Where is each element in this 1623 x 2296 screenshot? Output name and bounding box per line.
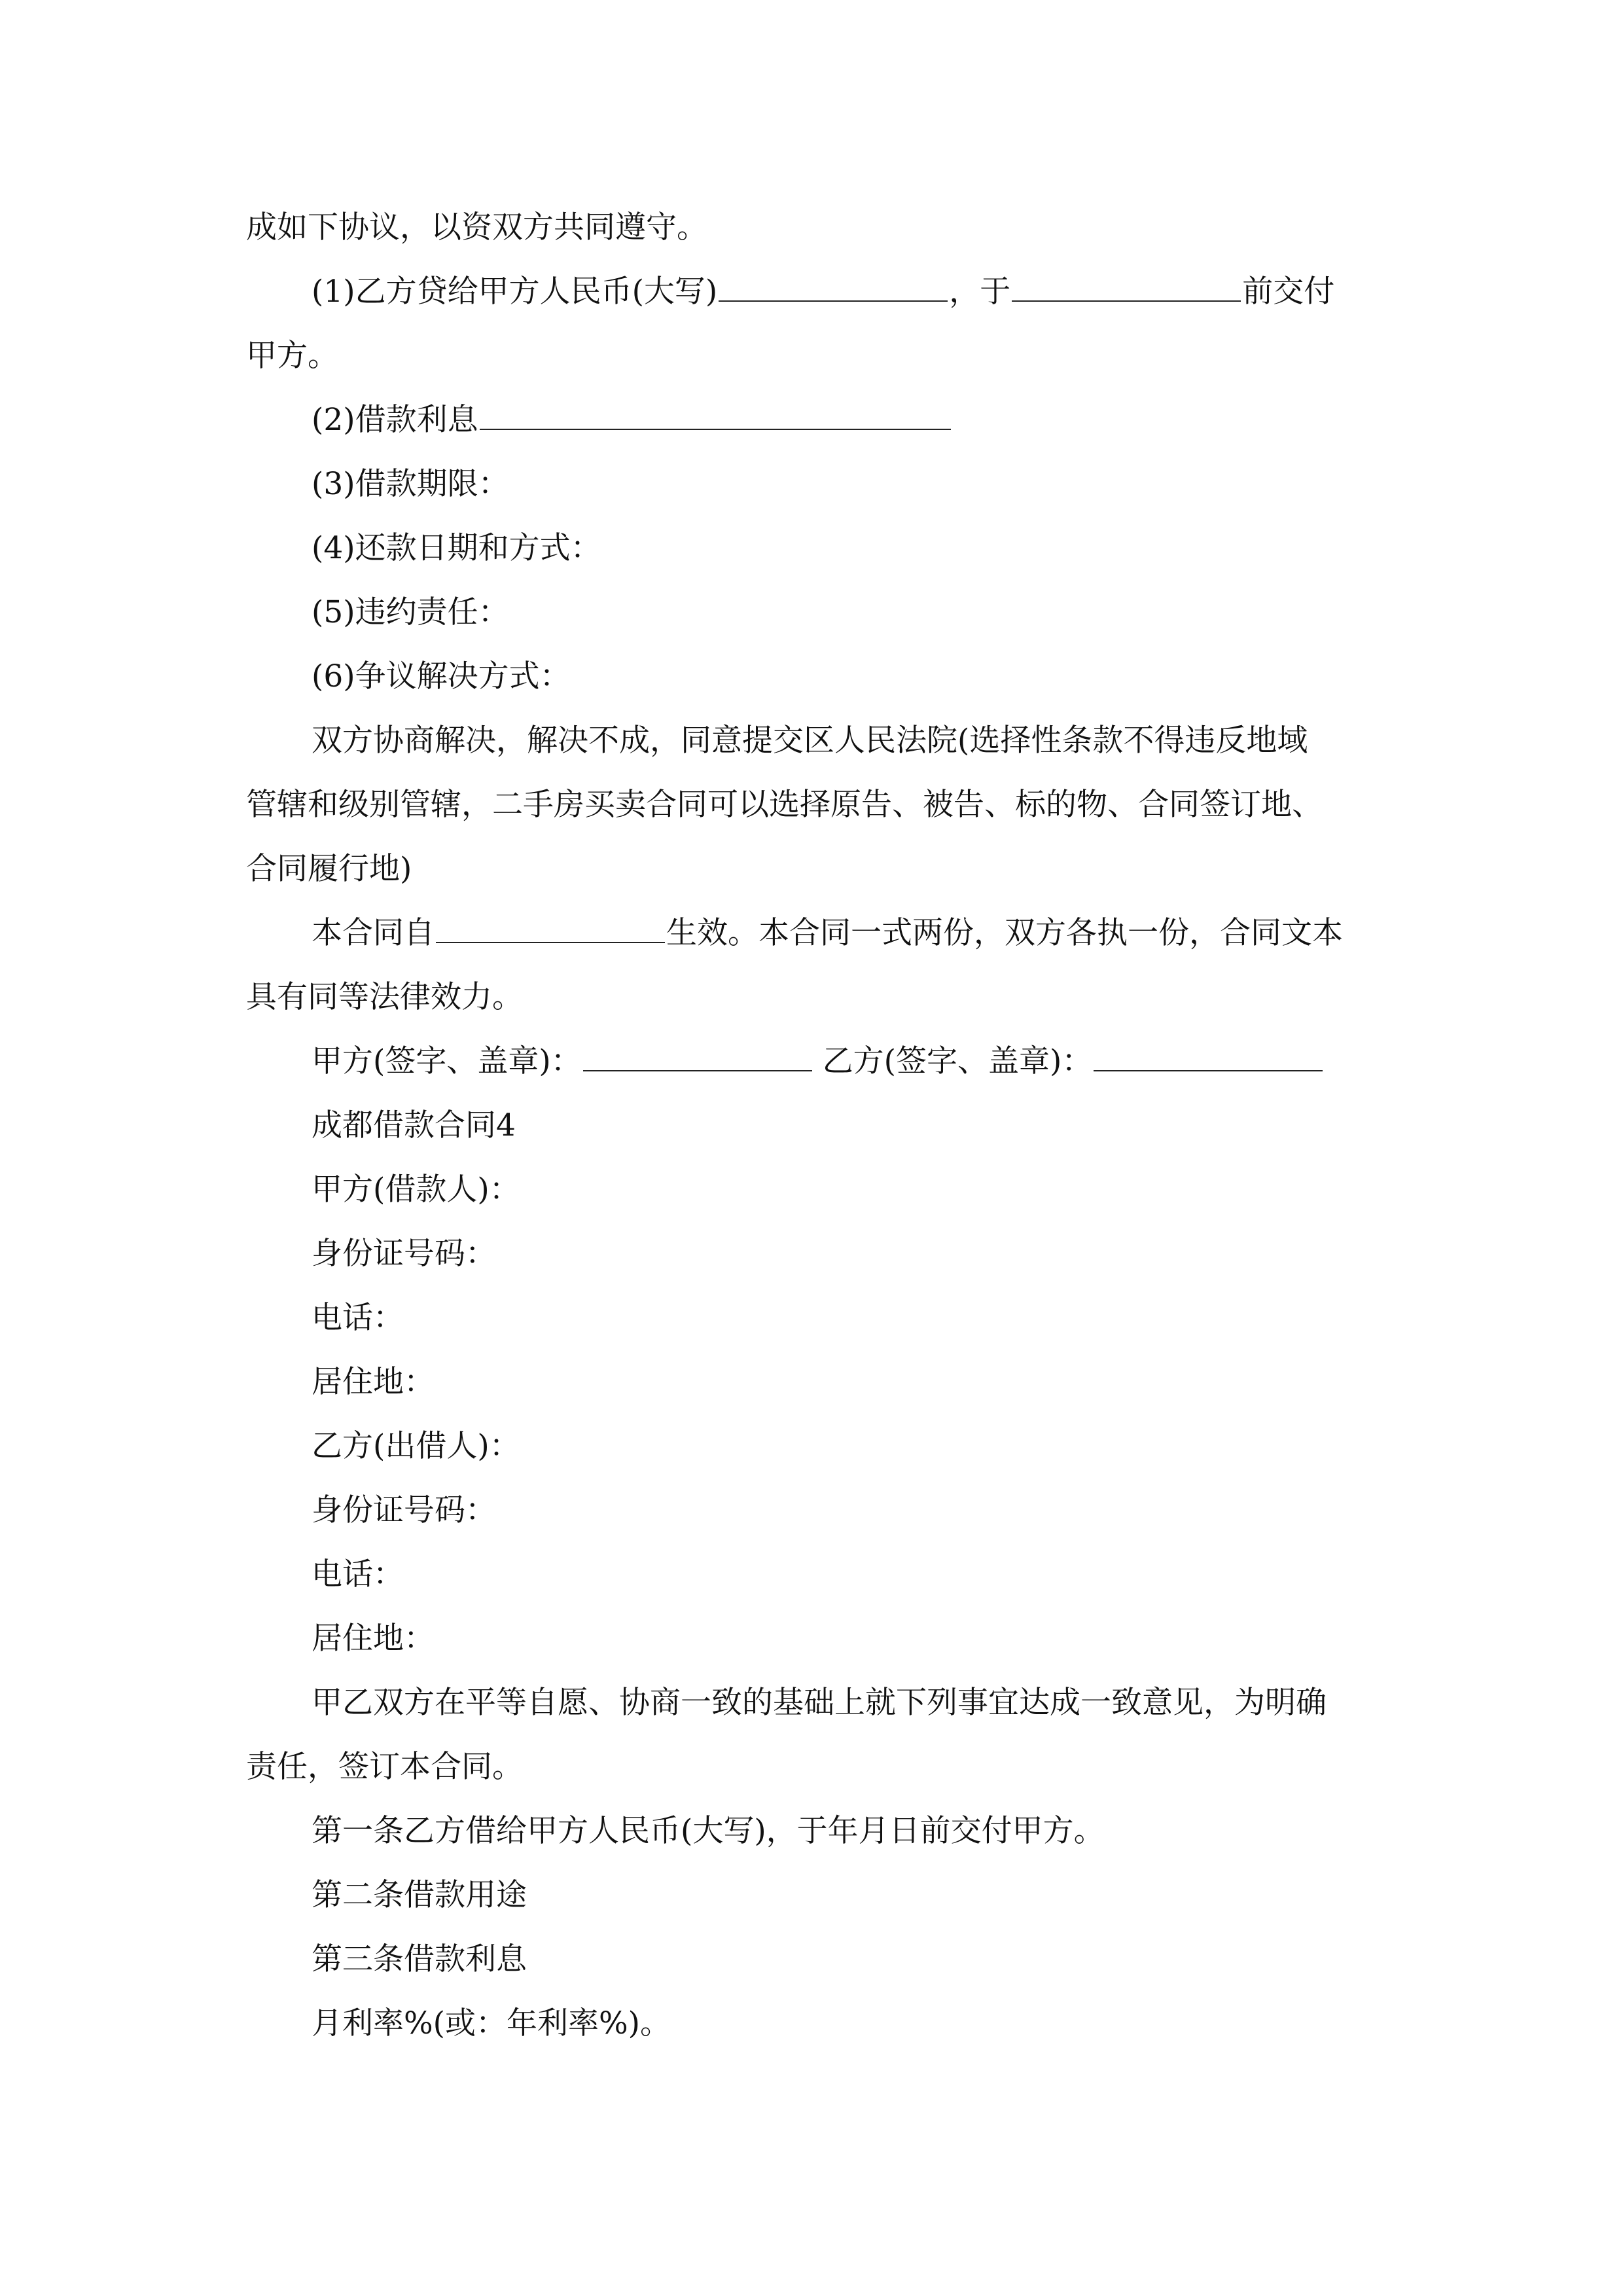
text-line: 乙方(出借人)： [312, 1428, 520, 1464]
clause-1-line [312, 272, 1463, 312]
party-b-signature-label: 乙方(签字、盖章)： [822, 1043, 1093, 1079]
text-line: 责任，签订本合同。 [246, 1749, 523, 1785]
blank-party-b-signature [1094, 1069, 1323, 1071]
text-line: 甲方(借款人)： [312, 1172, 520, 1208]
signature-line [312, 1042, 1463, 1081]
text-line: 身份证号码： [312, 1236, 496, 1272]
blank-date [1012, 300, 1241, 302]
article-1: 第一条乙方借给甲方人民币(大写)，于年月日前交付甲方。 [312, 1813, 1105, 1849]
clause-2-text: (2)借款利息 [312, 402, 478, 438]
text-line: 甲乙双方在平等自愿、协商一致的基础上就下列事宜达成一致意见，为明确 [312, 1685, 1327, 1721]
text-line: 居住地： [312, 1621, 435, 1657]
clause-1-mid: ，于 [949, 274, 1011, 310]
blank-amount [719, 300, 948, 302]
effective-text: 本合同自 [312, 915, 435, 951]
text-line: 电话： [312, 1300, 404, 1336]
clause-3: (3)借款期限： [312, 466, 509, 502]
article-3: 第三条借款利息 [312, 1941, 527, 1977]
text-line: 月利率%(或：年利率%)。 [312, 2005, 671, 2041]
blank-effective-date [436, 941, 665, 943]
text-line: 电话： [312, 1556, 404, 1592]
section-title: 成都借款合同4 [312, 1107, 516, 1143]
text-line: 居住地： [312, 1364, 435, 1400]
text-line: 成如下协议，以资双方共同遵守。 [246, 209, 707, 245]
blank-party-a-signature [583, 1069, 812, 1071]
text-line: 双方协商解决，解决不成，同意提交区人民法院(选择性条款不得违反地域 [312, 723, 1308, 759]
effective-text-end: 生效。本合同一式两份，双方各执一份，合同文本 [666, 915, 1343, 951]
party-a-signature-label: 甲方(签字、盖章)： [312, 1043, 582, 1079]
text-line: 身份证号码： [312, 1492, 496, 1528]
clause-6: (6)争议解决方式： [312, 658, 571, 694]
clause-1-text: (1)乙方贷给甲方人民币(大写) [312, 274, 718, 310]
text-line: 具有同等法律效力。 [246, 979, 523, 1015]
clause-5: (5)违约责任： [312, 594, 509, 630]
blank-interest [480, 428, 951, 430]
text-line: 管辖和级别管辖，二手房买卖合同可以选择原告、被告、标的物、合同签订地、 [246, 787, 1323, 823]
clause-4: (4)还款日期和方式： [312, 530, 601, 566]
article-2: 第二条借款用途 [312, 1877, 527, 1913]
text-line: 合同履行地) [246, 851, 412, 887]
clause-2-line [312, 401, 1463, 440]
text-line: 甲方。 [246, 338, 338, 374]
effective-line [312, 914, 1463, 953]
clause-1-end: 前交付 [1242, 274, 1335, 310]
